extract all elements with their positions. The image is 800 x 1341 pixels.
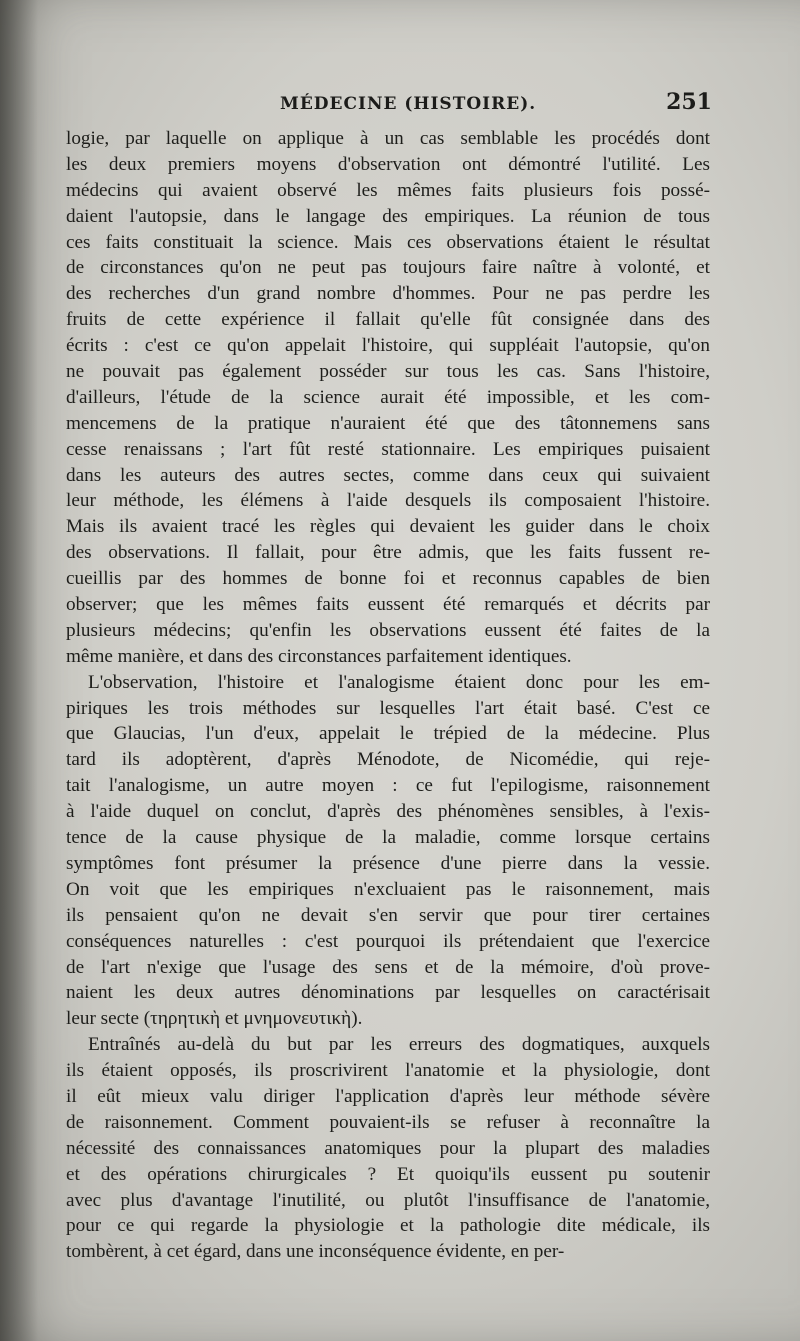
text-line: ne pouvait pas également posséder sur tous les cas. Sans l'histoire, (66, 361, 710, 383)
text-line: écrits : c'est ce qu'on appelait l'histoire, qui suppléait l'autopsie, qu'on (66, 335, 710, 357)
text-line: il eût mieux valu diriger l'application d'après leur méthode sévère (66, 1085, 710, 1107)
text-line: ils étaient opposés, ils proscrivirent l'anatomie et la physiologie, dont (66, 1060, 710, 1082)
text-line: cesse renaissans ; l'art fût resté stationnaire. Les empiriques puisaient (66, 438, 710, 460)
text-line: Entraînés au-delà du but par les erreurs des dogmatiques, auxquels (88, 1034, 710, 1056)
text-line: On voit que les empiriques n'excluaient pas le raisonnement, mais (66, 878, 710, 900)
text-line: observer; que les mêmes faits eussent été remarqués et décrits par (66, 594, 710, 616)
page-number: 251 (666, 89, 712, 115)
text-line: L'observation, l'histoire et l'analogisme étaient donc pour les em- (88, 671, 710, 693)
paragraph-3 (66, 1032, 710, 1265)
text-line: naient les deux autres dénominations par lesquelles on caractérisait (66, 982, 710, 1004)
paragraph-1 (66, 126, 710, 670)
text-line: pour ce qui regarde la physiologie et la pathologie dite médicale, ils (66, 1215, 710, 1237)
body-text (66, 126, 710, 1265)
text-line: Mais ils avaient tracé les règles qui devaient les guider dans le choix (66, 516, 710, 538)
text-line: dans les auteurs des autres sectes, comme dans ceux qui suivaient (66, 464, 710, 486)
text-line: ces faits constituait la science. Mais ces observations étaient le résultat (66, 231, 710, 253)
text-line: tait l'analogisme, un autre moyen : ce fut l'epilogisme, raisonnement (66, 775, 710, 797)
text-line: avec plus d'avantage l'inutilité, ou plutôt l'insuffisance de l'anatomie, (66, 1189, 710, 1211)
text-line: même manière, et dans des circonstances parfaitement identiques. (66, 645, 572, 667)
text-line: plusieurs médecins; qu'enfin les observations eussent été faites de la (66, 619, 710, 641)
text-line: de circonstances qu'on ne peut pas toujours faire naître à volonté, et (66, 257, 710, 279)
text-line: des observations. Il fallait, pour être admis, que les faits fussent re- (66, 542, 710, 564)
text-line: de l'art n'exige que l'usage des sens et de la mémoire, d'où prove- (66, 956, 710, 978)
text-line: et des opérations chirurgicales ? Et quoiqu'ils eussent pu soutenir (66, 1163, 710, 1185)
text-line: que Glaucias, l'un d'eux, appelait le trépied de la médecine. Plus (66, 723, 710, 745)
text-line: de raisonnement. Comment pouvaient-ils se refuser à reconnaître la (66, 1111, 710, 1133)
text-line: tence de la cause physique de la maladie, comme lorsque certains (66, 827, 710, 849)
text-line: leur secte (τηρητικὴ et μνημονευτικὴ). (66, 1008, 363, 1030)
binding-shadow (0, 0, 38, 1341)
text-line: tard ils adoptèrent, d'après Ménodote, de Nicomédie, qui reje- (66, 749, 710, 771)
text-line: fruits de cette expérience il fallait qu'elle fût consignée dans des (66, 309, 710, 331)
text-line: les deux premiers moyens d'observation ont démontré l'utilité. Les (66, 153, 710, 175)
text-line: nécessité des connaissances anatomiques pour la plupart des maladies (66, 1137, 710, 1159)
text-line: daient l'autopsie, dans le langage des empiriques. La réunion de tous (66, 205, 710, 227)
text-line: tombèrent, à cet égard, dans une inconséquence évidente, en per- (66, 1241, 565, 1263)
text-line: ils pensaient qu'on ne devait s'en servir que pour tirer certaines (66, 904, 710, 926)
paragraph-2 (66, 670, 710, 1032)
page-header (70, 89, 712, 122)
text-line: cueillis par des hommes de bonne foi et reconnus capables de bien (66, 568, 710, 590)
text-line: à l'aide duquel on conclut, d'après des phénomènes sensibles, à l'exis- (66, 801, 710, 823)
text-line: d'ailleurs, l'étude de la science aurait été impossible, et les com- (66, 386, 710, 408)
text-line: conséquences naturelles : c'est pourquoi ils prétendaient que l'exercice (66, 930, 710, 952)
text-line: des recherches d'un grand nombre d'hommes. Pour ne pas perdre les (66, 283, 710, 305)
running-head: MÉDECINE (HISTOIRE). (280, 94, 537, 114)
text-line: mencemens de la pratique n'auraient été que des tâtonnemens sans (66, 412, 710, 434)
text-line: leur méthode, les élémens à l'aide desquels ils composaient l'histoire. (66, 490, 710, 512)
text-line: piriques les trois méthodes sur lesquelles l'art était basé. C'est ce (66, 697, 710, 719)
text-line: symptômes font présumer la présence d'une pierre dans la vessie. (66, 852, 710, 874)
text-line: logie, par laquelle on applique à un cas semblable les procédés dont (66, 128, 710, 149)
text-line: médecins qui avaient observé les mêmes faits plusieurs fois possé- (66, 179, 710, 201)
